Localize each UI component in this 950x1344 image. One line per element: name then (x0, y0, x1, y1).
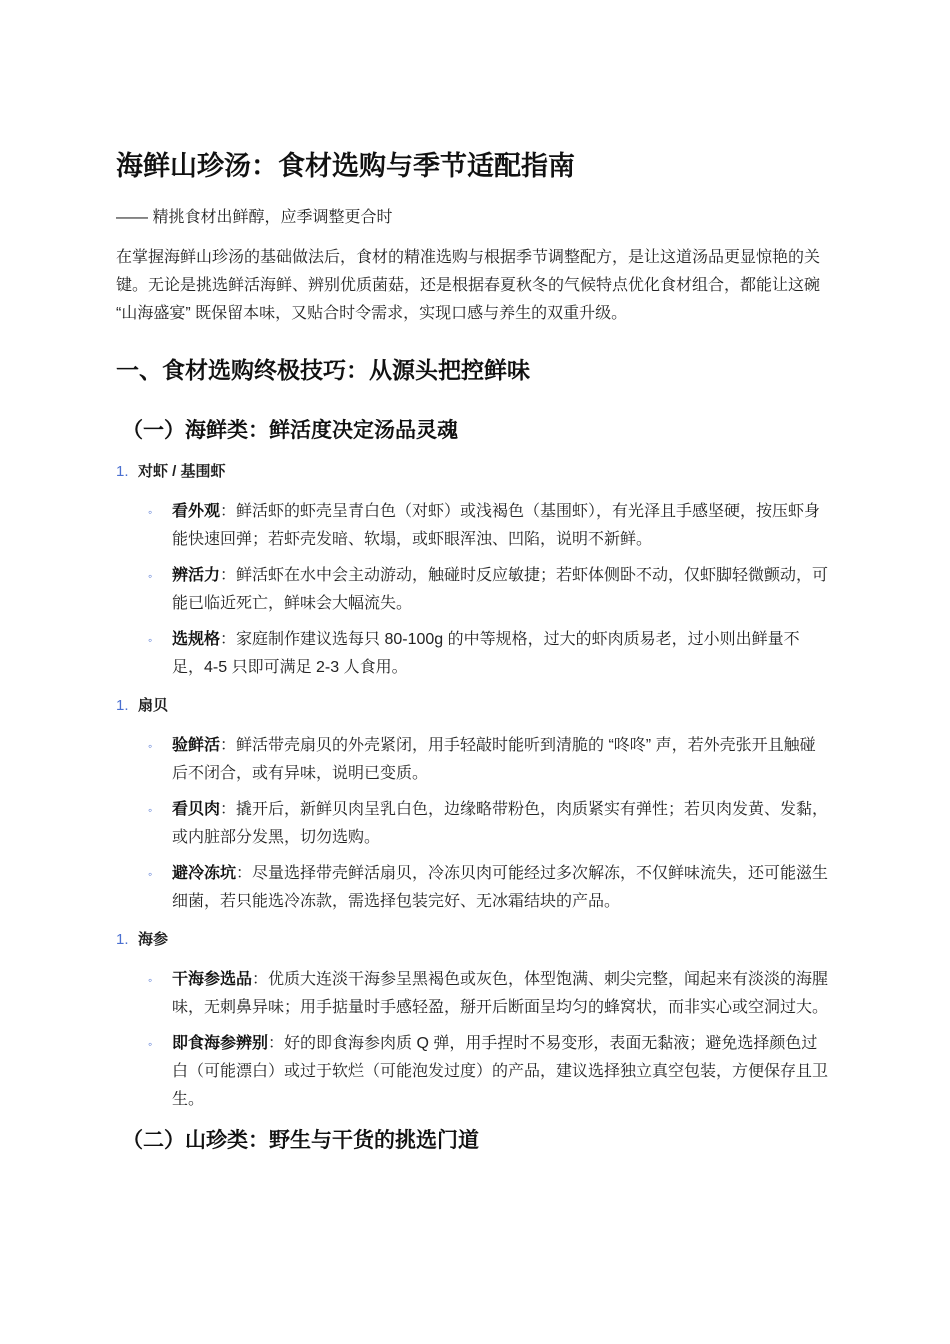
point-text: ：好的即食海参肉质 Q 弹，用手捏时不易变形，表面无黏液；避免选择颜色过白（可能漂白）或过于软烂（可能泡发过度）的产品，建议选择独立真空包装，方便保存且卫生。 (172, 1035, 829, 1108)
term: 即食海参辨别 (172, 1035, 269, 1052)
bullet-list (116, 732, 838, 916)
list-item-title (116, 460, 838, 484)
point-text: ：鲜活虾在水中会主动游动，触碰时反应敏捷；若虾体侧卧不动，仅虾脚轻微颤动，可能已临近死亡，鲜味会大幅流失。 (172, 567, 829, 612)
point-text: ：尽量选择带壳鲜活扇贝，冷冻贝肉可能经过多次解冻，不仅鲜味流失，还可能滋生细菌，若只能选冷冻款，需选择包装完好、无冰霜结块的产品。 (172, 865, 829, 910)
term: 干海参选品 (172, 971, 253, 988)
subsection-heading-mountain: （二）山珍类：野生与干货的挑选门道 (122, 1129, 479, 1152)
list-item (116, 732, 838, 788)
item-title-text: 海参 (138, 931, 169, 948)
item-title-text: 扇贝 (138, 697, 169, 714)
subsection-heading-seafood: （一）海鲜类：鲜活度决定汤品灵魂 (122, 419, 458, 442)
bullet-icon: ◦ (148, 973, 153, 987)
document-title: 海鲜山珍汤：食材选购与季节适配指南 (116, 151, 575, 181)
list-item (116, 796, 838, 852)
bullet-icon: ◦ (148, 569, 153, 583)
bullet-icon: ◦ (148, 803, 153, 817)
list-item (116, 626, 838, 682)
list-item (116, 562, 838, 618)
bullet-icon: ◦ (148, 633, 153, 647)
term: 辨活力 (172, 567, 221, 584)
point-text: ：撬开后，新鲜贝肉呈乳白色，边缘略带粉色，肉质紧实有弹性；若贝肉发黄、发黏，或内脏部分发黑，切勿选购。 (172, 801, 829, 846)
list-number: 1. (116, 697, 129, 714)
list-item (116, 1030, 838, 1114)
bullet-icon: ◦ (148, 867, 153, 881)
document-subtitle: —— 精挑食材出鲜醇，应季调整更合时 (116, 209, 393, 226)
item-title-text: 对虾 / 基围虾 (138, 463, 226, 480)
list-number: 1. (116, 463, 129, 480)
list-item-title (116, 928, 838, 952)
term: 选规格 (172, 631, 221, 648)
bullet-icon: ◦ (148, 739, 153, 753)
term: 看外观 (172, 503, 221, 520)
list-item (116, 966, 838, 1022)
section-heading: 一、食材选购终极技巧：从源头把控鲜味 (116, 357, 530, 383)
bullet-icon: ◦ (148, 1037, 153, 1051)
term: 看贝肉 (172, 801, 221, 818)
list-item (116, 498, 838, 554)
term: 避冷冻坑 (172, 865, 237, 882)
bullet-icon: ◦ (148, 505, 153, 519)
point-text: ：鲜活虾的虾壳呈青白色（对虾）或浅褐色（基围虾），有光泽且手感坚硬，按压虾身能快速回弹；若虾壳发暗、软塌，或虾眼浑浊、凹陷，说明不新鲜。 (172, 503, 821, 548)
bullet-list (116, 498, 838, 682)
list-item (116, 860, 838, 916)
list-number: 1. (116, 931, 129, 948)
point-text: ：家庭制作建议选每只 80-100g 的中等规格，过大的虾肉质易老，过小则出鲜量不足，4-5 只即可满足 2-3 人食用。 (172, 631, 800, 676)
intro-paragraph: 在掌握海鲜山珍汤的基础做法后，食材的精准选购与根据季节调整配方，是让这道汤品更显惊艳的关键。无论是挑选鲜活海鲜、辨别优质菌菇，还是根据春夏秋冬的气候特点优化食材组合，都能让这碗 “山海盛宴” 既保留本味，又贴合时令需求，实现口感与养生的双重升级。 (116, 249, 821, 322)
term: 验鲜活 (172, 737, 221, 754)
point-text: ：鲜活带壳扇贝的外壳紧闭，用手轻敲时能听到清脆的 “咚咚” 声，若外壳张开且触碰后不闭合，或有异味，说明已变质。 (172, 737, 816, 782)
list-item-title (116, 694, 838, 718)
point-text: ：优质大连淡干海参呈黑褐色或灰色，体型饱满、刺尖完整，闻起来有淡淡的海腥味，无刺鼻异味；用手掂量时手感轻盈，掰开后断面呈均匀的蜂窝状，而非实心或空洞过大。 (172, 971, 829, 1016)
bullet-list (116, 966, 838, 1114)
